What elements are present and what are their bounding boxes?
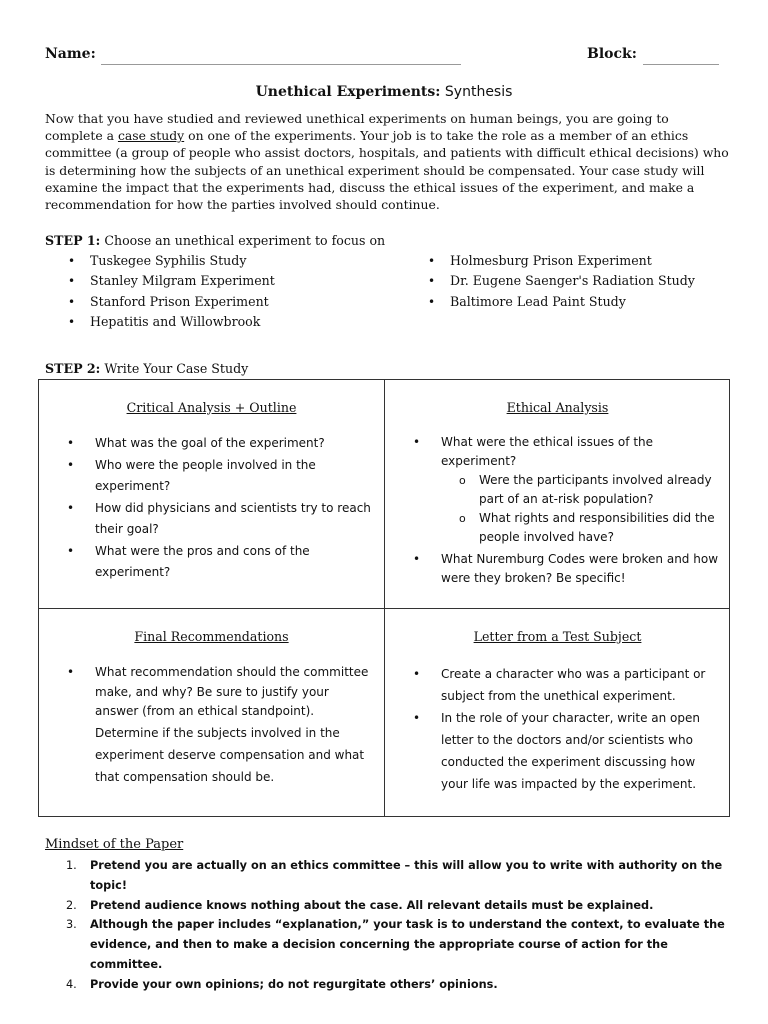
list-item: • Tuskegee Syphilis Study	[66, 251, 275, 271]
letter-title: Letter from a Test Subject	[473, 629, 642, 644]
list-item	[66, 896, 731, 916]
list-item-continuation: Determine if the subjects involved in the experiment deserve compensation and what that compensation should be.	[95, 725, 365, 784]
list-item-text: Although the paper includes “explanation,” your task is to understand the context, to evaluate the evidence, and then to make a decision concerning the appropriate course of action for the committee.	[90, 918, 725, 971]
experiment-list-right	[426, 251, 695, 312]
letter-list	[413, 663, 718, 795]
name-label: Name:	[45, 46, 96, 62]
ethical-analysis-title: Ethical Analysis	[506, 400, 609, 415]
step1-text: Choose an unethical experiment to focus on	[100, 233, 386, 248]
list-item: • In the role of your character, write an open letter to the doctors and/or scientists who conducted the experiment discussing how your life was impacted by the experiment.	[413, 707, 718, 795]
block-label: Block:	[587, 46, 637, 62]
step2-heading	[45, 361, 248, 376]
list-number: 3.	[66, 918, 77, 932]
list-number: 4.	[66, 977, 77, 991]
list-item: • What was the goal of the experiment?	[67, 433, 372, 455]
step2-text: Write Your Case Study	[100, 361, 249, 376]
list-item: • What were the pros and cons of the experiment?	[67, 541, 372, 584]
name-field[interactable]	[101, 64, 461, 65]
final-recommendations-list	[67, 663, 372, 788]
list-item-text: What recommendation should the committee make, and why? Be sure to justify your answer (from an ethical standpoint).	[95, 665, 369, 718]
sub-list-item: o Were the participants involved already part of an at-risk population?	[459, 471, 725, 509]
list-number: 1.	[66, 859, 77, 872]
list-item-text: Pretend audience knows nothing about the case. All relevant details must be explained.	[90, 898, 654, 912]
list-item: • Who were the people involved in the experiment?	[67, 455, 372, 498]
final-recommendations-title: Final Recommendations	[134, 629, 289, 644]
intro-part2: on one of the experiments. Your job is to take the role as a member of an ethics committee (a group of people who assist doctors, hospitals, and patients with difficult ethical decisions) who is determining how the subjects of an unethical experiment should be compensated. Your case study will examine the impact that the experiments had, discuss the ethical issues of the experiment, and make a recommendation for how the parties involved should continue.	[45, 128, 729, 213]
critical-analysis-title: Critical Analysis + Outline	[126, 400, 297, 415]
ethical-sublist	[441, 471, 725, 547]
title-sub: Synthesis	[444, 84, 513, 100]
intro-paragraph	[45, 110, 730, 213]
title-bold: Unethical Experiments:	[255, 84, 441, 100]
list-item-text: Pretend you are actually on an ethics committee – this will allow you to write with authority on the topic!	[90, 859, 723, 892]
list-item	[66, 915, 731, 974]
ethical-analysis-list	[413, 433, 725, 591]
step1-label: STEP 1:	[45, 233, 101, 248]
list-item: • How did physicians and scientists try to reach their goal?	[67, 498, 372, 541]
intro-part1: Now that you have studied and reviewed unethical experiments on human beings, you are going to complete a	[45, 111, 669, 144]
list-item: • Stanley Milgram Experiment	[66, 271, 275, 291]
step2-label: STEP 2:	[45, 361, 101, 376]
list-item	[413, 433, 725, 547]
list-number: 2.	[66, 898, 77, 912]
list-item-text: Provide your own opinions; do not regurgitate others’ opinions.	[90, 977, 498, 991]
experiment-list-left	[66, 251, 275, 332]
sub-list-item: o What rights and responsibilities did the people involved have?	[459, 509, 725, 547]
list-item: • Create a character who was a participant or subject from the unethical experiment.	[413, 663, 718, 707]
header	[45, 46, 718, 70]
list-item	[66, 975, 731, 995]
mindset-list	[66, 856, 731, 995]
list-item: • Stanford Prison Experiment	[66, 292, 275, 312]
letter-cell	[385, 609, 730, 817]
page-title	[0, 84, 768, 100]
final-recommendations-cell	[39, 609, 384, 817]
intro-underlined: case study	[117, 128, 185, 144]
list-item: • Dr. Eugene Saenger's Radiation Study	[426, 271, 695, 291]
list-item	[67, 663, 372, 788]
block-field[interactable]	[643, 64, 719, 65]
list-item-text: What were the ethical issues of the experiment?	[441, 435, 654, 468]
list-item: • Holmesburg Prison Experiment	[426, 251, 695, 271]
list-item	[66, 856, 731, 896]
list-item: • Hepatitis and Willowbrook	[66, 312, 275, 332]
list-item: • What Nuremburg Codes were broken and how were they broken? Be specific!	[413, 550, 725, 588]
mindset-title: Mindset of the Paper	[45, 837, 184, 852]
ethical-analysis-cell	[385, 380, 730, 608]
step1-heading	[45, 233, 385, 248]
critical-analysis-list	[67, 433, 372, 584]
critical-analysis-cell	[39, 380, 384, 608]
case-study-grid	[38, 379, 730, 817]
list-item: • Baltimore Lead Paint Study	[426, 292, 695, 312]
